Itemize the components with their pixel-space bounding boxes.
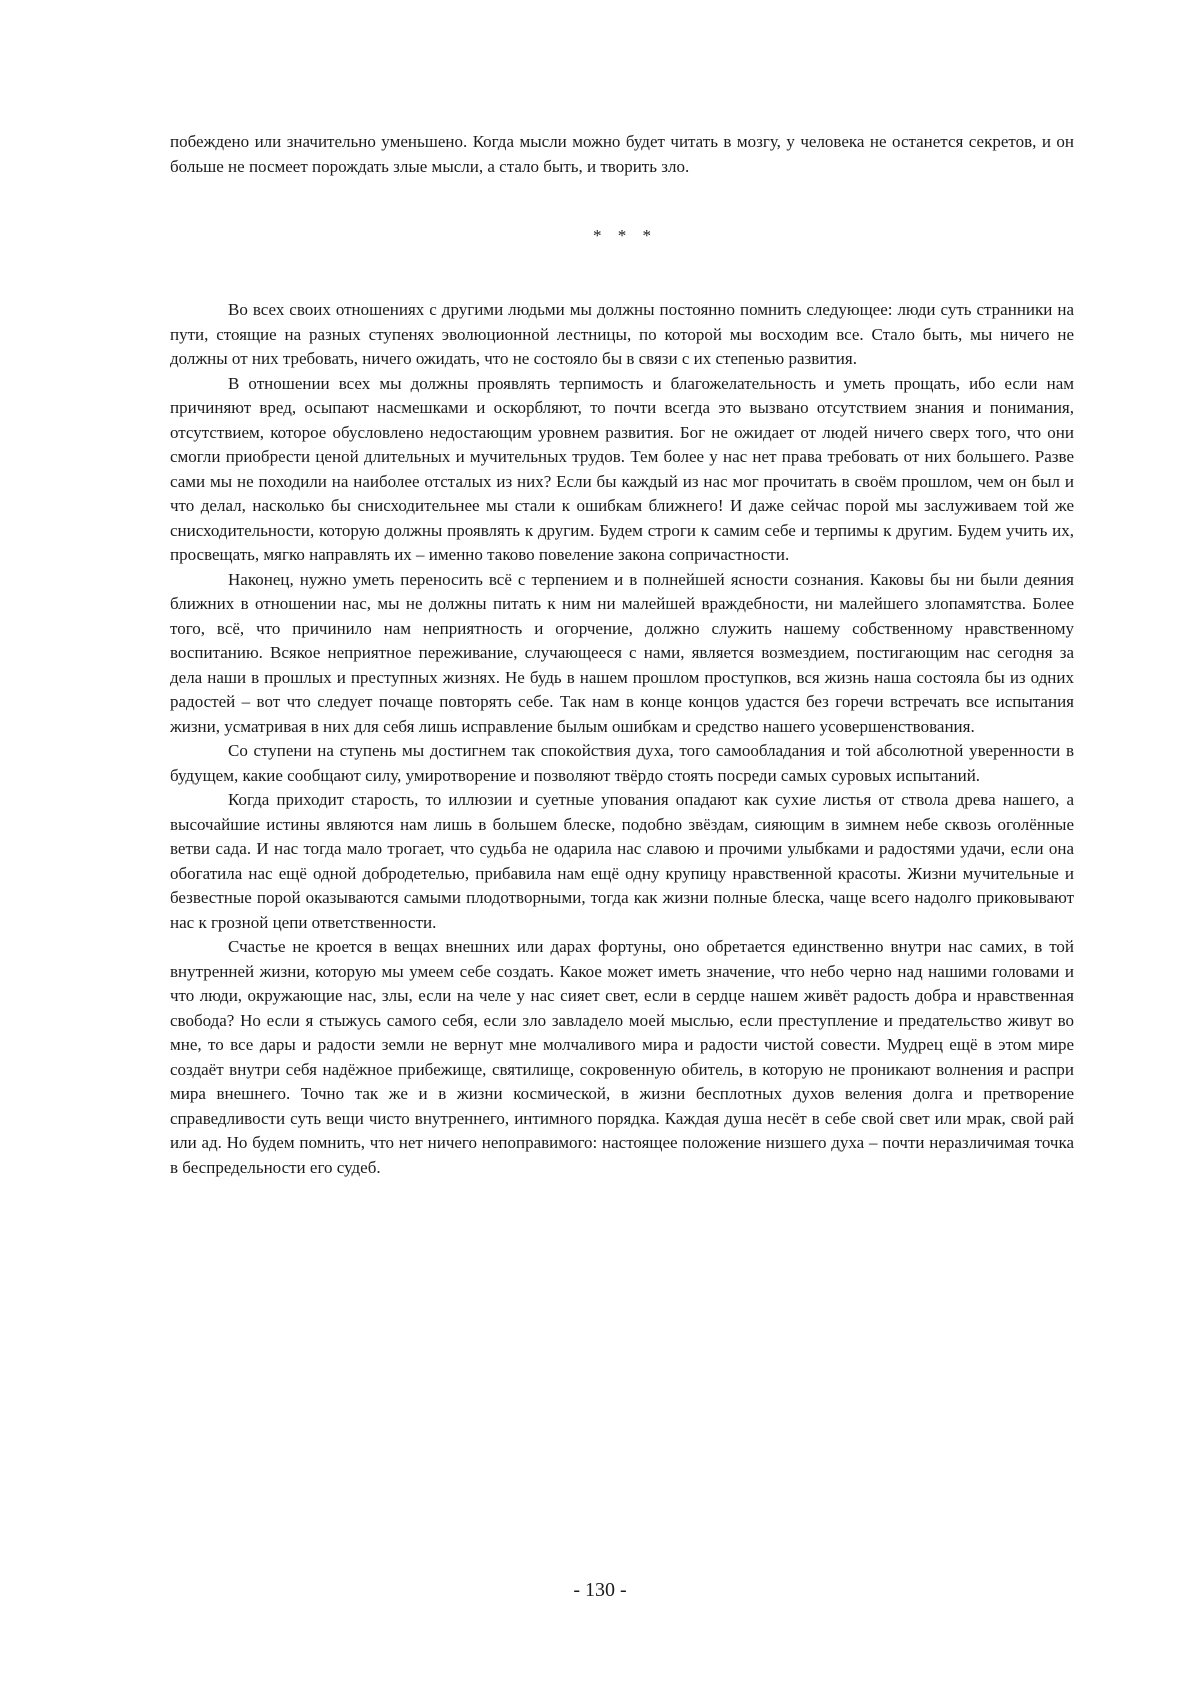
paragraph: Наконец, нужно уметь переносить всё с терпением и в полнейшей ясности сознания. Каковы бы ни были деяния ближних в отношении нас, мы не должны питать к ним ни малейшей враждебности, ни малейшего злопамятства. Более того, всё, что причинило нам неприятность и огорчение, должно служить нашему собственному нравственному воспитанию. Всякое неприятное переживание, случающееся с нами, является возмездием, постигающим нас сегодня за дела наши в прошлых и преступных жизнях. Не будь в нашем прошлом проступков, вся жизнь наша состояла бы из одних радостей – вот что следует почаще повторять себе. Так нам в конце концов удастся без горечи встречать все испытания жизни, усматривая в них для себя лишь исправление былым ошибкам и средство нашего усовершенствования. — [170, 569, 1074, 736]
section-separator: * * * — [593, 226, 657, 245]
paragraph: Когда приходит старость, то иллюзии и суетные упования опадают как сухие листья от ствола древа нашего, а высочайшие истины являются нам лишь в большем блеске, подобно звёздам, сияющим в зимнем небе сквозь оголённые ветви сада. И нас тогда мало трогает, что судьба не одарила нас славою и прочими улыбками и радостями удачи, если она обогатила нас ещё одной добродетелью, прибавила нам ещё одну крупицу нравственной красоты. Жизни мучительные и безвестные порой оказываются самыми плодотворными, тогда как жизни полные блеска, чаще всего надолго приковывают нас к грозной цепи ответственности. — [170, 790, 1074, 932]
page-number: - 130 - — [573, 1579, 627, 1601]
page-body — [170, 130, 1074, 1180]
paragraph: Счастье не кроется в вещах внешних или дарах фортуны, оно обретается единственно внутри нас самих, в той внутренней жизни, которую мы умеем себе создать. Какое может иметь значение, что небо черно над нашими головами и что люди, окружающие нас, злы, если на челе у нас сияет свет, если в сердце нашем живёт радость добра и нравственная свобода? Но если я стыжусь самого себя, если зло завладело моей мыслью, если преступление и предательство живут во мне, то все дары и радости земли не вернут мне молчаливого мира и радости чистой совести. Мудрец ещё в этом мире создаёт внутри себя надёжное прибежище, святилище, сокровенную обитель, в которую не проникают волнения и распри мира внешнего. Точно так же и в жизни космической, в жизни бесплотных духов веления долга и претворение справедливости суть вещи чисто внутреннего, интимного порядка. Каждая душа несёт в себе свой свет или мрак, свой рай или ад. Но будем помнить, что нет ничего непоправимого: настоящее положение низшего духа – почти неразличимая точка в беспредельности его судеб. — [170, 937, 1074, 1177]
paragraph: Во всех своих отношениях с другими людьми мы должны постоянно помнить следующее: люди суть странники на пути, стоящие на разных ступенях эволюционной лестницы, по которой мы восходим все. Стало быть, мы ничего не должны от них требовать, ничего ожидать, что не состояло бы в связи с их степенью развития. — [170, 300, 1074, 368]
paragraph: Со ступени на ступень мы достигнем так спокойствия духа, того самообладания и той абсолютной уверенности в будущем, какие сообщают силу, умиротворение и позволяют твёрдо стоять посреди самых суровых испытаний. — [170, 741, 1074, 785]
paragraph-continuation: побеждено или значительно уменьшено. Когда мысли можно будет читать в мозгу, у человека не останется секретов, и он больше не посмеет порождать злые мысли, а стало быть, и творить зло. — [170, 132, 1074, 176]
paragraph: В отношении всех мы должны проявлять терпимость и благожелательность и уметь прощать, ибо если нам причиняют вред, осыпают насмешками и оскорбляют, то почти всегда это вызвано отсутствием знания и понимания, отсутствием, которое обусловлено недостающим уровнем развития. Бог не ожидает от людей ничего сверх того, что они смогли приобрести ценой длительных и мучительных трудов. Тем более у нас нет права требовать от них большего. Разве сами мы не походили на наиболее отсталых из них? Если бы каждый из нас мог прочитать в своём прошлом, чем он был и что делал, насколько бы снисходительнее мы стали к ошибкам ближнего! И даже сейчас порой мы заслуживаем той же снисходительности, которую должны проявлять к другим. Будем строги к самим себе и терпимы к другим. Будем учить их, просвещать, мягко направлять их – именно таково повеление закона сопричастности. — [170, 373, 1074, 564]
